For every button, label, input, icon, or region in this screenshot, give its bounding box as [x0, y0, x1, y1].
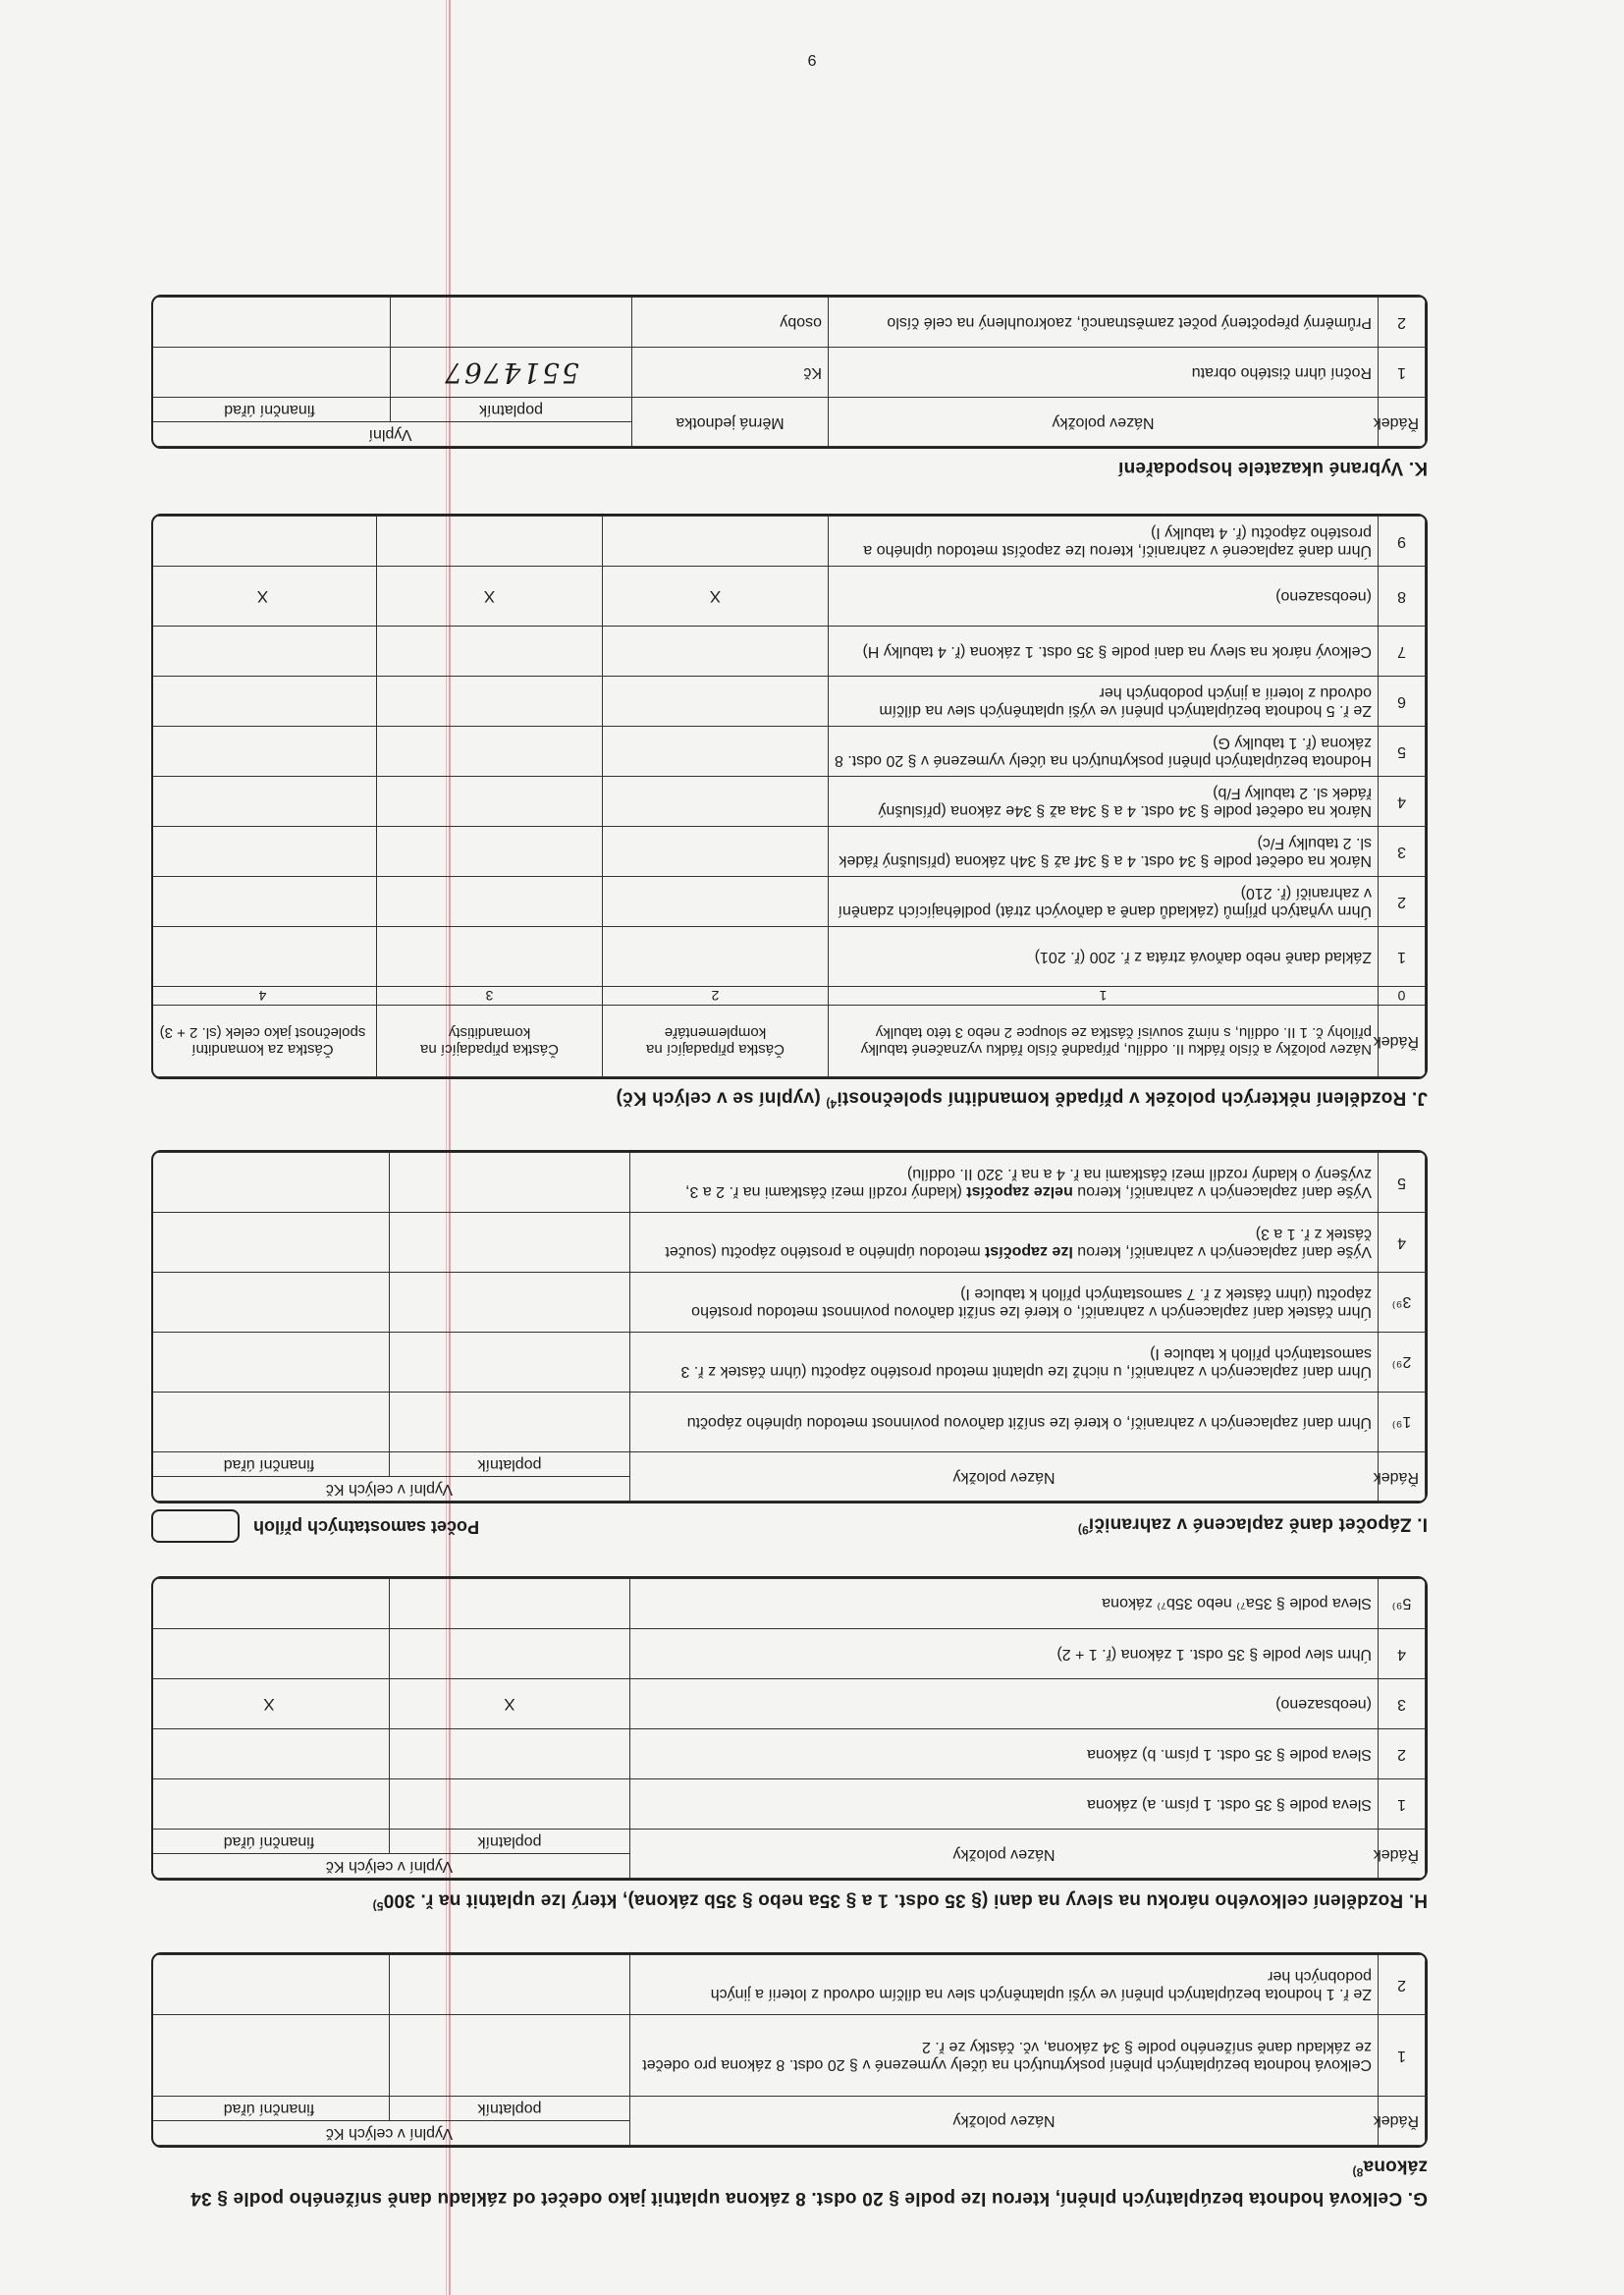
table-row — [151, 1679, 1426, 1729]
input-urad[interactable] — [151, 1779, 390, 1830]
input-poplatnik[interactable] — [390, 1393, 630, 1452]
table-row — [151, 627, 1426, 677]
column-number: 2 — [603, 987, 829, 1006]
column-number: 0 — [1379, 987, 1426, 1006]
table-header-row — [151, 2120, 1426, 2145]
table-row — [151, 1629, 1426, 1679]
col-header-vyplni: Vyplní v celých Kč — [151, 1854, 630, 1879]
section-i-title: I. Zápočet daně zaplacené v zahraničí$^{9)}$ — [1077, 1513, 1428, 1537]
crossed-cell: X — [390, 1679, 630, 1729]
row-label: Sleva podle § 35 odst. 1 písm. b) zákona — [630, 1729, 1379, 1779]
row-number: 2 — [1379, 298, 1426, 348]
col-header-nazev: Název položky a číslo řádku II. oddílu, případně číslo řádku vyznačené tabulky přílohy č. 1 II. oddílu, s nímž souvisí částka ze sloupce 2 nebo 3 této tabulky — [829, 1006, 1379, 1077]
input-komplementari[interactable] — [603, 727, 829, 777]
col-header-urad: finanční úřad — [151, 1830, 390, 1854]
section-h-title: H. Rozdělení celkového nároku na slevy na dani (§ 35 odst. 1 a § 35a nebo § 35b zákona), který lze uplatnit na ř. 300$^{5)}$ — [372, 1889, 1428, 1913]
input-komanditiste[interactable] — [377, 877, 603, 927]
input-urad[interactable] — [151, 1954, 390, 2014]
table-row — [151, 1333, 1426, 1393]
crossed-cell: X — [151, 1679, 390, 1729]
input-komanditiste[interactable] — [377, 677, 603, 727]
table-row — [151, 1213, 1426, 1273]
row-number: 3⁹⁾ — [1379, 1273, 1426, 1333]
row-number: 6 — [1379, 677, 1426, 727]
input-komplementari[interactable] — [603, 927, 829, 987]
section-k-title: K. Vybrané ukazatele hospodaření — [1117, 458, 1428, 479]
col-header-celek: Částka za komanditní společnost jako celek (sl. 2 + 3) — [151, 1006, 377, 1077]
row-number: 3 — [1379, 1679, 1426, 1729]
col-header-urad: finanční úřad — [151, 398, 391, 422]
col-header-vyplni: Vyplní v celých Kč — [151, 1477, 630, 1502]
crossed-cell: X — [603, 567, 829, 627]
row-number: 4 — [1379, 777, 1426, 827]
section-j — [151, 514, 1428, 1117]
section-h-table — [151, 1578, 1426, 1879]
row-number: 5⁹⁾ — [1379, 1579, 1426, 1629]
col-header-komanditiste: Částka připadající na komanditisty — [377, 1006, 603, 1077]
table-row — [151, 2014, 1426, 2096]
row-label: Průměrný přepočtený počet zaměstnanců, zaokrouhlený na celé číslo — [829, 298, 1379, 348]
attachments-count-label: Počet samostatných příloh — [253, 1516, 480, 1537]
table-row — [151, 1153, 1426, 1213]
input-celek[interactable] — [151, 877, 377, 927]
row-label: Hodnota bezúplatných plnění poskytnutých na účely vymezené v § 20 odst. 8 zákona (ř. 1 tabulky G) — [829, 727, 1379, 777]
table-row — [151, 927, 1426, 987]
column-number: 3 — [377, 987, 603, 1006]
row-label: Úhrn vyňatých příjmů (základů daně a daňových ztrát) podléhajících zdanění v zahraničí (ř. 210) — [829, 877, 1379, 927]
section-i — [151, 1150, 1428, 1543]
row-number: 1 — [1379, 2014, 1426, 2096]
input-urad[interactable] — [151, 298, 391, 348]
table-header-row — [151, 1006, 1426, 1077]
input-celek[interactable] — [151, 777, 377, 827]
col-header-urad: finanční úřad — [151, 1452, 390, 1477]
table-header-row — [151, 1854, 1426, 1879]
input-komplementari[interactable] — [603, 827, 829, 877]
table-row — [151, 877, 1426, 927]
crossed-cell: X — [377, 567, 603, 627]
row-label: Ze ř. 1 hodnota bezúplatných plnění ve výši uplatněných slev na dílčím odvodu z loterií a jiných podobných her — [630, 1954, 1379, 2014]
section-h — [151, 1576, 1428, 1918]
input-komanditiste[interactable] — [377, 927, 603, 987]
table-row — [151, 567, 1426, 627]
col-header-vyplni: Vyplní v celých Kč — [151, 2120, 630, 2145]
input-poplatnik[interactable] — [390, 1213, 630, 1273]
input-komplementari[interactable] — [603, 777, 829, 827]
input-celek[interactable] — [151, 627, 377, 677]
row-number: 1 — [1379, 348, 1426, 398]
form-content — [151, 261, 1428, 2216]
row-label: Roční úhrn čistého obratu — [829, 348, 1379, 398]
input-poplatnik[interactable] — [390, 1779, 630, 1830]
col-header-radek: Řádek — [1379, 1006, 1426, 1077]
col-header-nazev: Název položky — [630, 1830, 1379, 1879]
row-number: 1⁹⁾ — [1379, 1393, 1426, 1452]
row-label: Úhrn daní zaplacených v zahraničí, u nichž lze uplatnit metodu prostého zápočtu (úhrn částek z ř. 3 samostatných příloh k tabulce I) — [630, 1333, 1379, 1393]
input-celek[interactable] — [151, 727, 377, 777]
table-row — [151, 517, 1426, 567]
input-poplatnik[interactable]: 5514767 — [391, 348, 632, 398]
row-unit: Kč — [632, 348, 829, 398]
row-label: Výše daní zaplacených v zahraničí, kterou nelze započíst (kladný rozdíl mezi částkami na ř. 2 a 3, zvýšený o kladný rozdíl mezi částkami na ř. 4 a na ř. 320 II. oddílu) — [630, 1153, 1379, 1213]
input-poplatnik[interactable] — [390, 1579, 630, 1629]
input-urad[interactable] — [151, 1333, 390, 1393]
col-header-nazev: Název položky — [630, 1452, 1379, 1502]
input-urad[interactable] — [151, 348, 391, 398]
input-celek[interactable] — [151, 927, 377, 987]
attachments-count-field[interactable] — [151, 1509, 240, 1543]
column-number: 1 — [829, 987, 1379, 1006]
input-poplatnik[interactable] — [391, 298, 632, 348]
section-g-table — [151, 1954, 1426, 2146]
row-number: 1 — [1379, 927, 1426, 987]
section-k-table — [151, 297, 1426, 447]
table-row — [151, 1954, 1426, 2014]
row-number: 7 — [1379, 627, 1426, 677]
col-header-radek: Řádek — [1379, 2096, 1426, 2145]
table-row — [151, 298, 1426, 348]
input-celek[interactable] — [151, 677, 377, 727]
input-urad[interactable] — [151, 2014, 390, 2096]
table-row — [151, 1579, 1426, 1629]
input-urad[interactable] — [151, 1153, 390, 1213]
row-label: Sleva podle § 35 odst. 1 písm. a) zákona — [630, 1779, 1379, 1830]
row-number: 4 — [1379, 1629, 1426, 1679]
input-komanditiste[interactable] — [377, 727, 603, 777]
row-number: 1 — [1379, 1779, 1426, 1830]
row-number: 2 — [1379, 1954, 1426, 2014]
row-number: 2 — [1379, 1729, 1426, 1779]
row-label: Úhrn daní zaplacených v zahraničí, o které lze snížit daňovou povinnost metodou úplného zápočtu — [630, 1393, 1379, 1452]
row-label: (neobsazeno) — [829, 567, 1379, 627]
row-label: Základ daně nebo daňová ztráta z ř. 200 (ř. 201) — [829, 927, 1379, 987]
row-number: 2 — [1379, 877, 1426, 927]
input-poplatnik[interactable] — [390, 1629, 630, 1679]
col-header-jednotka: Měrná jednotka — [632, 398, 829, 447]
row-number: 5 — [1379, 727, 1426, 777]
row-number: 5 — [1379, 1153, 1426, 1213]
input-komanditiste[interactable] — [377, 777, 603, 827]
input-poplatnik[interactable] — [390, 1333, 630, 1393]
input-komplementari[interactable] — [603, 877, 829, 927]
col-header-komplementari: Částka připadající na komplementáře — [603, 1006, 829, 1077]
row-label: Nárok na odečet podle § 34 odst. 4 a § 34a až § 34e zákona (příslušný řádek sl. 2 tabulky F/b) — [829, 777, 1379, 827]
row-label: Celkový nárok na slevy na dani podle § 35 odst. 1 zákona (ř. 4 tabulky H) — [829, 627, 1379, 677]
row-label: Úhrn částek daní zaplacených v zahraničí, o které lze snížit daňovou povinnost metodou prostého zápočtu (úhrn částek z ř. 7 samostatných příloh k tabulce I) — [630, 1273, 1379, 1333]
section-j-table-frame — [151, 514, 1428, 1079]
table-row — [151, 1393, 1426, 1452]
column-number: 4 — [151, 987, 377, 1006]
row-label: Výše daní zaplacených v zahraničí, kterou lze započíst metodou úplného a prostého zápočtu (součet částek z ř. 1 a 3) — [630, 1213, 1379, 1273]
row-number: 9 — [1379, 517, 1426, 567]
section-i-header — [151, 1509, 1428, 1543]
col-header-poplatnik: poplatník — [390, 2096, 630, 2120]
section-i-table-frame — [151, 1150, 1428, 1503]
section-j-table — [151, 516, 1426, 1077]
input-komanditiste[interactable] — [377, 827, 603, 877]
col-header-nazev: Název položky — [630, 2096, 1379, 2145]
col-header-poplatnik: poplatník — [391, 398, 632, 422]
input-komplementari[interactable] — [603, 517, 829, 567]
table-row — [151, 1779, 1426, 1830]
row-label: Nárok na odečet podle § 34 odst. 4 a § 34f až § 34h zákona (příslušný řádek sl. 2 tabulky F/c) — [829, 827, 1379, 877]
input-urad[interactable] — [151, 1579, 390, 1629]
section-g-title: G. Celková hodnota bezúplatných plnění, kterou lze podle § 20 odst. 8 zákona uplatnit jako odečet od základu daně sníženého podle § 34 zákona$^{8)}$ — [190, 2156, 1428, 2209]
col-header-urad: finanční úřad — [151, 2096, 390, 2120]
page-number: 9 — [807, 51, 817, 68]
table-row — [151, 777, 1426, 827]
input-poplatnik[interactable] — [390, 1273, 630, 1333]
table-row — [151, 677, 1426, 727]
col-header-vyplni: Vyplní — [151, 422, 632, 447]
input-urad[interactable] — [151, 1213, 390, 1273]
section-j-title: J. Rozdělení některých položek v případě komanditní společnosti$^{4)}$ (vyplní se v celých Kč) — [616, 1088, 1428, 1112]
table-row — [151, 348, 1426, 398]
input-urad[interactable] — [151, 1629, 390, 1679]
input-urad[interactable] — [151, 1393, 390, 1452]
col-header-nazev: Název položky — [829, 398, 1379, 447]
row-label: Úhrn daně zaplacené v zahraničí, kterou lze započíst metodou úplného a prostého zápočtu (ř. 4 tabulky I) — [829, 517, 1379, 567]
row-unit: osoby — [632, 298, 829, 348]
row-label: Úhrn slev podle § 35 odst. 1 zákona (ř. 1 + 2) — [630, 1629, 1379, 1679]
crossed-cell: X — [151, 567, 377, 627]
col-header-radek: Řádek — [1379, 1830, 1426, 1879]
section-i-table — [151, 1152, 1426, 1502]
input-komanditiste[interactable] — [377, 517, 603, 567]
row-label: Sleva podle § 35a⁷⁾ nebo 35b⁷⁾ zákona — [630, 1579, 1379, 1629]
input-poplatnik[interactable] — [390, 1153, 630, 1213]
row-number: 8 — [1379, 567, 1426, 627]
input-urad[interactable] — [151, 1273, 390, 1333]
row-number: 2⁹⁾ — [1379, 1333, 1426, 1393]
column-number-row — [151, 987, 1426, 1006]
table-header-row — [151, 1477, 1426, 1502]
input-komanditiste[interactable] — [377, 627, 603, 677]
row-label: Celková hodnota bezúplatných plnění poskytnutých na účely vymezené v § 20 odst. 8 zákona pro odečet ze základu daně sníženého podle § 34 zákona, vč. částky ze ř. 2 — [630, 2014, 1379, 2096]
input-celek[interactable] — [151, 827, 377, 877]
table-header-row — [151, 422, 1426, 447]
table-row — [151, 727, 1426, 777]
row-label: (neobsazeno) — [630, 1679, 1379, 1729]
input-poplatnik[interactable] — [390, 1729, 630, 1779]
table-row — [151, 1729, 1426, 1779]
col-header-poplatnik: poplatník — [390, 1830, 630, 1854]
col-header-radek: Řádek — [1379, 1452, 1426, 1502]
section-h-table-frame — [151, 1576, 1428, 1881]
col-header-radek: Řádek — [1379, 398, 1426, 447]
section-g — [151, 1952, 1428, 2211]
section-k-table-frame — [151, 295, 1428, 449]
table-row — [151, 1273, 1426, 1333]
row-label: Ze ř. 5 hodnota bezúplatných plnění ve výši uplatněných slev na dílčím odvodu z loterií a jiných podobných her — [829, 677, 1379, 727]
input-urad[interactable] — [151, 1729, 390, 1779]
input-poplatnik[interactable] — [390, 1954, 630, 2014]
input-poplatnik[interactable] — [390, 2014, 630, 2096]
row-number: 3 — [1379, 827, 1426, 877]
input-celek[interactable] — [151, 517, 377, 567]
col-header-poplatnik: poplatník — [390, 1452, 630, 1477]
table-row — [151, 827, 1426, 877]
attachments-count — [151, 1509, 479, 1543]
row-number: 4 — [1379, 1213, 1426, 1273]
input-komplementari[interactable] — [603, 677, 829, 727]
section-g-table-frame — [151, 1952, 1428, 2148]
section-k — [151, 295, 1428, 480]
input-komplementari[interactable] — [603, 627, 829, 677]
